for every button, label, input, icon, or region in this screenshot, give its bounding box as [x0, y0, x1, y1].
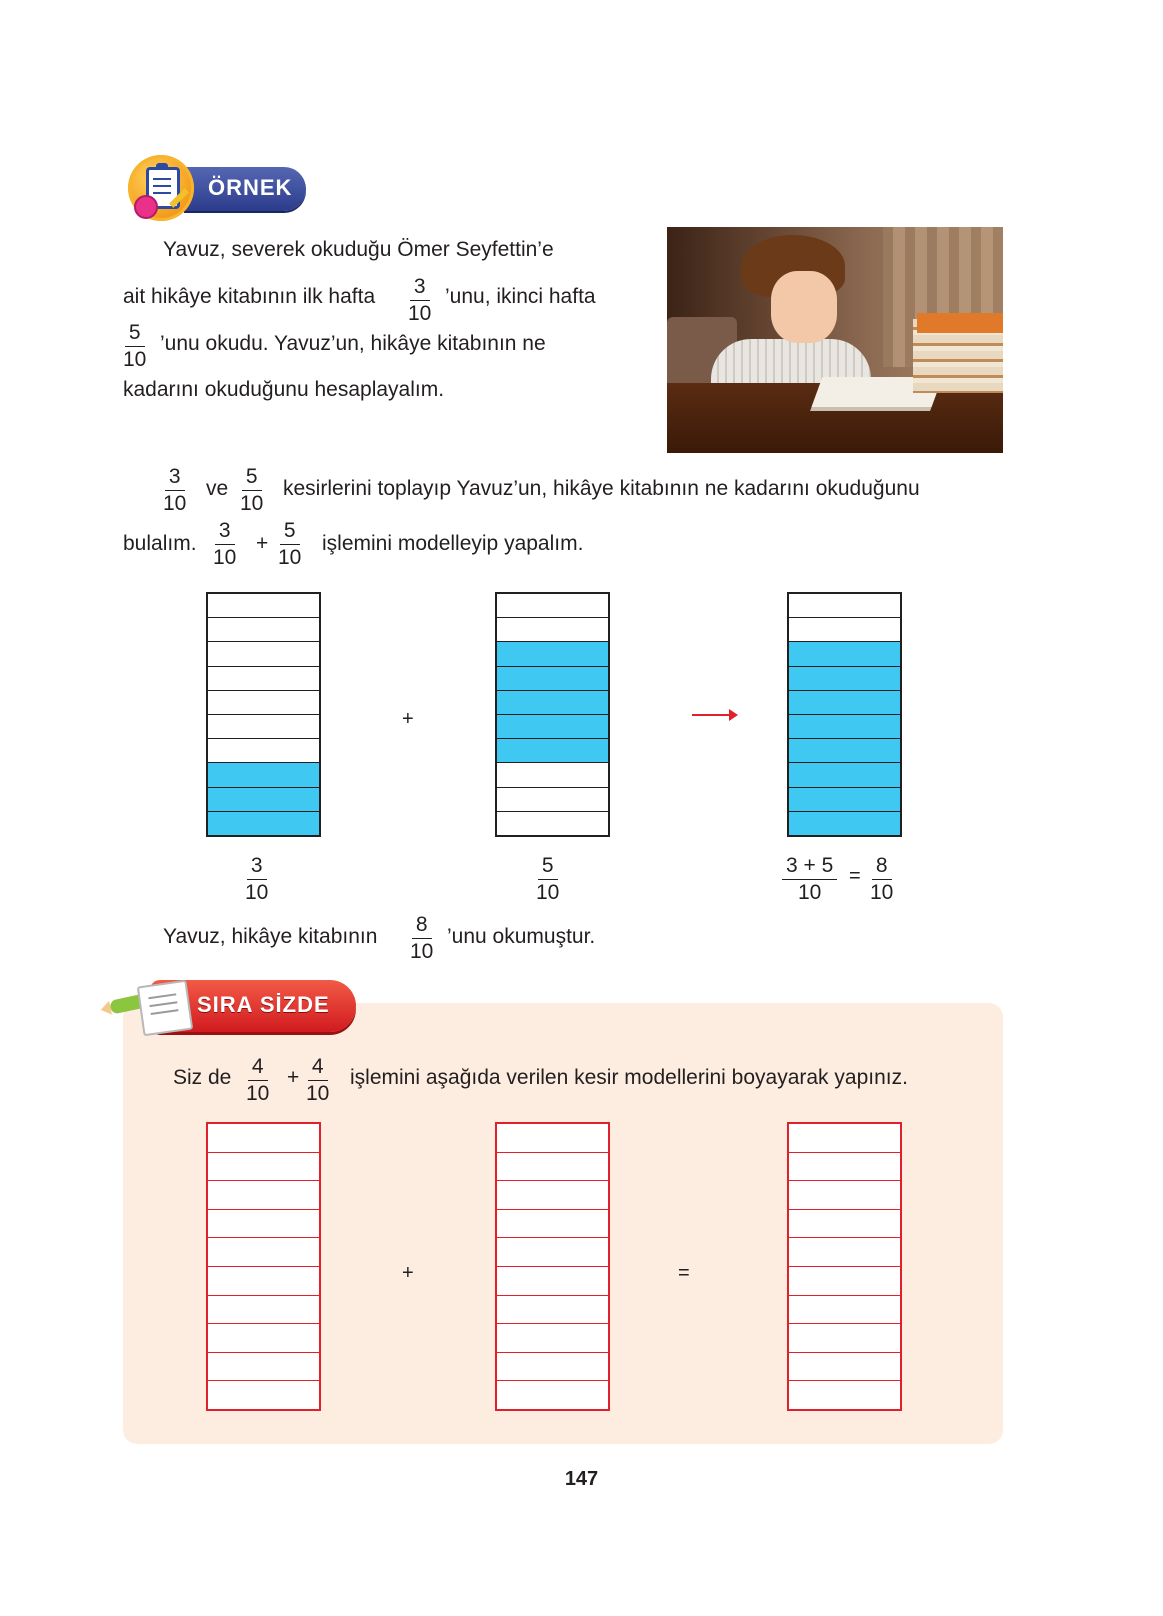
example-line-4: kadarını okuduğunu hesaplayalım. — [123, 378, 445, 401]
shaded-cell — [789, 738, 900, 762]
shaded-cell — [497, 738, 608, 762]
paintable-cell[interactable] — [789, 1180, 900, 1209]
shaded-cell — [789, 762, 900, 786]
boy-reading-photo — [667, 227, 1003, 453]
fraction-denominator: 10 — [306, 1082, 330, 1105]
paintable-cell[interactable] — [497, 1352, 608, 1381]
paintable-cell[interactable] — [497, 1209, 608, 1238]
fraction-a — [246, 1056, 269, 1105]
solution-line-2b: işlemini modelleyip yapalım. — [322, 532, 584, 555]
shaded-cell — [208, 811, 319, 835]
empty-fraction-bar[interactable] — [787, 1122, 902, 1411]
shaded-cell — [789, 641, 900, 665]
empty-cell — [208, 714, 319, 738]
paintable-cell[interactable] — [497, 1180, 608, 1209]
shaded-cell — [497, 666, 608, 690]
exercise-text-a: Siz de — [173, 1066, 232, 1089]
empty-cell — [208, 666, 319, 690]
example-line-1: Yavuz, severek okuduğu Ömer Seyfettin’e — [163, 238, 554, 261]
fraction-bar-model — [206, 592, 321, 837]
fraction-three-tenths — [408, 276, 431, 325]
fraction-b — [278, 520, 301, 569]
paintable-cell[interactable] — [497, 1152, 608, 1181]
fraction-denominator: 10 — [163, 492, 187, 515]
conclusion-text-a: Yavuz, hikâye kitabının — [163, 925, 378, 948]
shaded-cell — [789, 666, 900, 690]
paintable-cell[interactable] — [208, 1266, 319, 1295]
plus-sign: + — [402, 708, 414, 730]
example-line-2b: ’unu, ikinci hafta — [445, 285, 596, 308]
fraction-numerator: 3 + 5 — [782, 855, 837, 880]
fraction-denominator: 10 — [123, 348, 147, 371]
shaded-cell — [208, 762, 319, 786]
fraction-denominator: 10 — [408, 302, 432, 325]
empty-cell — [497, 617, 608, 641]
example-line-2a: ait hikâye kitabının ilk hafta — [123, 285, 376, 308]
fraction-a — [163, 466, 186, 515]
fraction-a — [213, 520, 236, 569]
plus-sign: + — [256, 532, 269, 555]
paintable-cell[interactable] — [497, 1380, 608, 1409]
fraction-numerator: 5 — [125, 322, 145, 347]
empty-cell — [208, 594, 319, 617]
shaded-cell — [208, 787, 319, 811]
paintable-cell[interactable] — [497, 1323, 608, 1352]
fraction-bar-model — [787, 592, 902, 837]
fraction-numerator: 5 — [538, 855, 558, 880]
fraction-numerator: 4 — [248, 1056, 268, 1081]
empty-cell — [497, 594, 608, 617]
shaded-cell — [497, 641, 608, 665]
empty-cell — [208, 738, 319, 762]
shaded-cell — [789, 787, 900, 811]
fraction-b — [240, 466, 263, 515]
fraction-five-tenths — [123, 322, 146, 371]
paintable-cell[interactable] — [208, 1323, 319, 1352]
fraction-numerator: 3 — [410, 276, 430, 301]
equals-sign: = — [678, 1262, 690, 1284]
paintable-cell[interactable] — [497, 1266, 608, 1295]
model-result — [870, 855, 893, 904]
shaded-cell — [497, 690, 608, 714]
empty-cell — [497, 811, 608, 835]
plus-sign: + — [287, 1066, 300, 1089]
empty-cell — [208, 641, 319, 665]
paintable-cell[interactable] — [789, 1209, 900, 1238]
paintable-cell[interactable] — [208, 1180, 319, 1209]
fraction-numerator: 8 — [872, 855, 892, 880]
plus-sign: + — [402, 1262, 414, 1284]
fraction-numerator: 3 — [247, 855, 267, 880]
model-label — [782, 855, 837, 904]
ornek-label: ÖRNEK — [208, 175, 293, 200]
example-line-3: ’unu okudu. Yavuz’un, hikâye kitabının ne — [160, 332, 546, 355]
shaded-cell — [789, 714, 900, 738]
paintable-cell[interactable] — [208, 1352, 319, 1381]
clipboard-icon — [128, 155, 194, 221]
paintable-cell[interactable] — [789, 1352, 900, 1381]
exercise-text-b: işlemini aşağıda verilen kesir modellerini boyayarak yapınız. — [350, 1066, 908, 1089]
paintable-cell[interactable] — [208, 1295, 319, 1324]
fraction-denominator: 10 — [278, 546, 302, 569]
conclusion-text-b: ’unu okumuştur. — [447, 925, 596, 948]
empty-cell — [208, 617, 319, 641]
fraction-denominator: 10 — [213, 546, 237, 569]
fraction-numerator: 3 — [215, 520, 235, 545]
fraction-numerator: 4 — [308, 1056, 328, 1081]
paintable-cell[interactable] — [789, 1295, 900, 1324]
fraction-denominator: 10 — [536, 881, 560, 904]
page-number: 147 — [564, 1468, 599, 1490]
fraction-denominator: 10 — [245, 881, 269, 904]
empty-cell — [789, 617, 900, 641]
paintable-cell[interactable] — [497, 1124, 608, 1152]
shaded-cell — [789, 690, 900, 714]
paintable-cell[interactable] — [789, 1152, 900, 1181]
fraction-denominator: 10 — [870, 881, 894, 904]
empty-cell — [789, 594, 900, 617]
paintable-cell[interactable] — [789, 1266, 900, 1295]
arrow-right-icon — [692, 714, 732, 716]
word-ve: ve — [206, 477, 229, 500]
paintable-cell[interactable] — [497, 1295, 608, 1324]
empty-cell — [497, 762, 608, 786]
solution-line-1: kesirlerini toplayıp Yavuz’un, hikâye kitabının ne kadarını okuduğunu — [283, 477, 920, 500]
paintable-cell[interactable] — [789, 1237, 900, 1266]
model-label — [245, 855, 268, 904]
paintable-cell[interactable] — [208, 1209, 319, 1238]
fraction-denominator: 10 — [246, 1082, 270, 1105]
paintable-cell[interactable] — [789, 1124, 900, 1152]
fraction-denominator: 10 — [797, 881, 822, 904]
empty-cell — [208, 690, 319, 714]
paintable-cell[interactable] — [208, 1152, 319, 1181]
shaded-cell — [497, 714, 608, 738]
fraction-denominator: 10 — [410, 940, 434, 963]
fraction-numerator: 3 — [165, 466, 185, 491]
fraction-bar-model — [495, 592, 610, 837]
paintable-cell[interactable] — [497, 1237, 608, 1266]
paintable-cell[interactable] — [789, 1323, 900, 1352]
paintable-cell[interactable] — [208, 1237, 319, 1266]
paintable-cell[interactable] — [208, 1380, 319, 1409]
empty-fraction-bar[interactable] — [495, 1122, 610, 1411]
fraction-eight-tenths — [410, 914, 433, 963]
equals-sign: = — [849, 865, 861, 887]
model-label — [536, 855, 559, 904]
shaded-cell — [789, 811, 900, 835]
fraction-numerator: 8 — [412, 914, 432, 939]
paper-pencil-icon — [137, 980, 193, 1036]
paintable-cell[interactable] — [208, 1124, 319, 1152]
empty-cell — [497, 787, 608, 811]
fraction-denominator: 10 — [240, 492, 264, 515]
fraction-b — [306, 1056, 329, 1105]
solution-line-2a: bulalım. — [123, 532, 197, 555]
sira-sizde-label: SIRA SİZDE — [197, 992, 330, 1017]
fraction-numerator: 5 — [280, 520, 300, 545]
paintable-cell[interactable] — [789, 1380, 900, 1409]
fraction-numerator: 5 — [242, 466, 262, 491]
empty-fraction-bar[interactable] — [206, 1122, 321, 1411]
